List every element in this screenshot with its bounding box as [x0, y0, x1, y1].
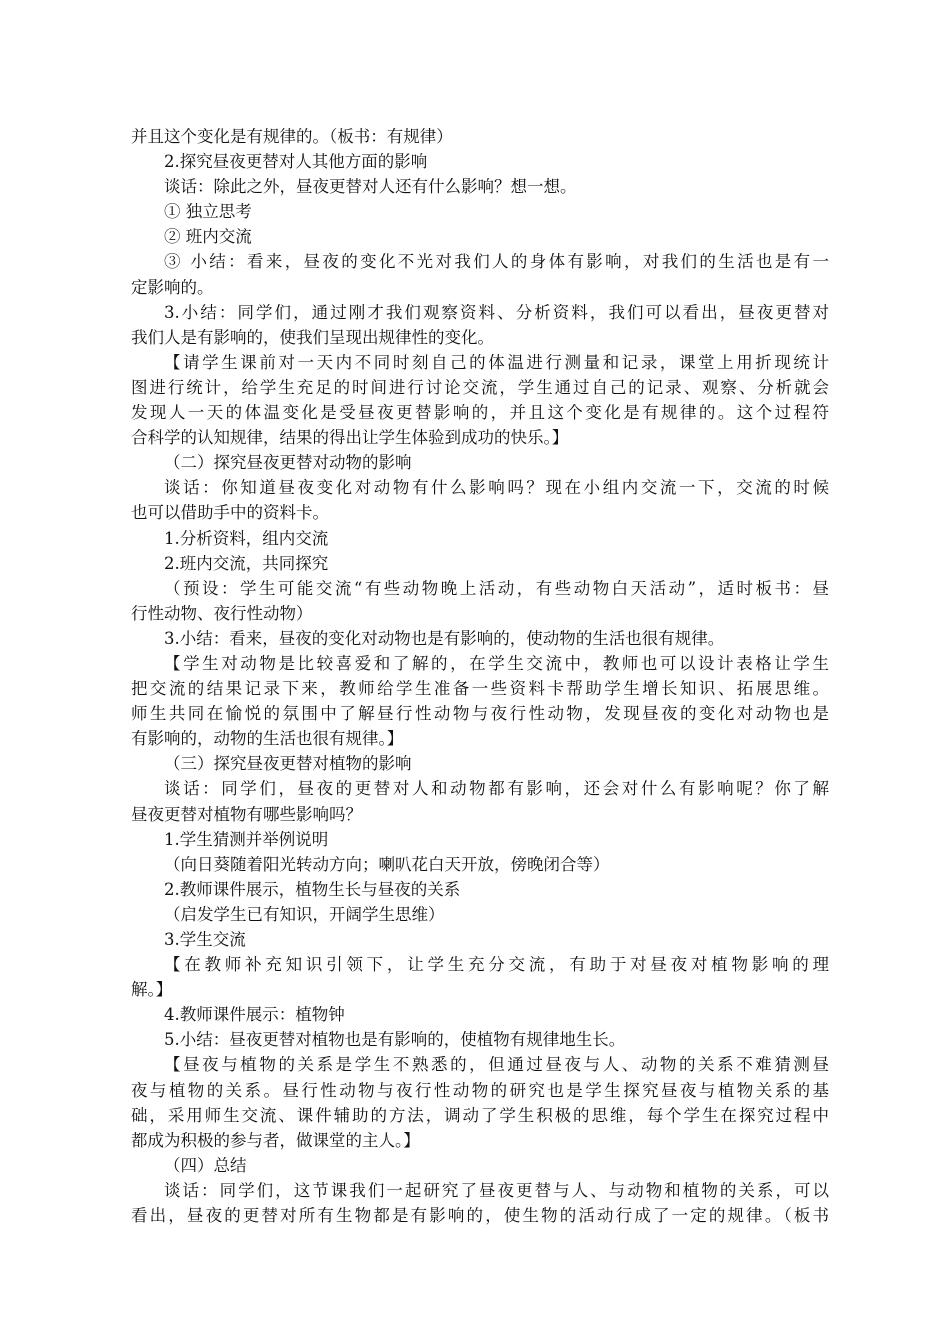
text-line-content: 2.教师课件展示，植物生长与昼夜的关系 [164, 879, 461, 899]
text-line [131, 300, 829, 325]
text-line-content: 夜与植物的关系。昼行性动物与夜行性动物的研究也是学生探究昼夜与植物关系的基 [131, 1080, 829, 1100]
text-line-content: 3.小结：同学们，通过刚才我们观察资料、分析资料，我们可以看出，昼夜更替对 [164, 302, 829, 322]
text-line-content: 【请学生课前对一天内不同时刻自己的体温进行测量和记录，课堂上用折现统计 [164, 352, 829, 372]
text-line-content: （预设：学生可能交流“有些动物晚上活动，有些动物白天活动”，适时板书：昼 [164, 578, 829, 598]
text-line-content: 发现人一天的体温变化是受昼夜更替影响的，并且这个变化是有规律的。这个过程符 [131, 403, 829, 423]
text-line-content: 1.学生猜测并举例说明 [164, 829, 329, 849]
text-line-content: （四）总结 [164, 1155, 247, 1175]
text-line-content: ① 独立思考 [164, 202, 252, 222]
text-line-content: 行性动物、夜行性动物） [131, 603, 313, 623]
text-line [131, 676, 829, 701]
text-line-content: 2.探究昼夜更替对人其他方面的影响 [164, 152, 428, 172]
text-line-content: 础，采用师生交流、课件辅助的方法，调动了学生积极的思维，每个学生在探究过程中 [131, 1105, 829, 1125]
text-line-content: 【学生对动物是比较喜爱和了解的，在学生交流中，教师也可以设计表格让学生 [164, 653, 829, 673]
text-line [131, 249, 829, 274]
text-line-content: 并且这个变化是有规律的。（板书：有规律） [131, 127, 453, 146]
text-line-content: 都成为积极的参与者，做课堂的主人。】 [131, 1130, 420, 1150]
text-line [131, 1052, 829, 1077]
text-line [131, 751, 829, 776]
text-line [131, 350, 829, 375]
text-line-content: 把交流的结果记录下来，教师给学生准备一些资料卡帮助学生增长知识、拓展思维。 [131, 679, 829, 699]
text-line [131, 902, 829, 927]
text-line [131, 1103, 829, 1128]
text-line-content: 师生共同在愉悦的氛围中了解昼行性动物与夜行性动物，发现昼夜的变化对动物也是 [131, 704, 829, 724]
text-line [131, 626, 829, 651]
text-line [131, 400, 829, 425]
text-line-content: 定影响的。 [131, 277, 214, 297]
text-line [131, 651, 829, 676]
text-line [131, 601, 829, 626]
text-line-content: 【在教师补充知识引领下，让学生充分交流，有助于对昼夜对植物影响的理 [164, 955, 829, 975]
text-line [131, 952, 829, 977]
text-line [131, 500, 829, 525]
text-line-content: 我们人是有影响的，使我们呈现出规律性的变化。 [131, 327, 494, 347]
text-line-content: 解。】 [131, 980, 173, 1000]
text-line [131, 576, 829, 601]
text-line [131, 224, 829, 249]
text-line-content: 也可以借助手中的资料卡。 [131, 503, 329, 523]
text-line-content: （二）探究昼夜更替对动物的影响 [164, 453, 412, 473]
text-line [131, 551, 829, 576]
text-line [131, 1027, 829, 1052]
text-line [131, 1178, 829, 1203]
text-line [131, 425, 829, 450]
text-line [131, 852, 829, 877]
text-line [131, 124, 829, 149]
text-line-content: 昼夜更替对植物有哪些影响吗？ [131, 804, 362, 824]
text-line [131, 450, 829, 475]
text-line [131, 375, 829, 400]
text-line [131, 1153, 829, 1178]
text-line-content: 3.学生交流 [164, 930, 246, 949]
text-line [131, 1128, 829, 1153]
text-line [131, 977, 829, 1002]
text-line [131, 526, 829, 551]
text-line [131, 1078, 829, 1103]
text-line [131, 174, 829, 199]
text-line-content: 谈话：你知道昼夜变化对动物有什么影响吗？现在小组内交流一下，交流的时候 [164, 478, 829, 498]
text-line [131, 199, 829, 224]
text-line [131, 802, 829, 827]
text-line-content: 3.小结：看来，昼夜的变化对动物也是有影响的，使动物的生活也很有规律。 [164, 628, 725, 648]
text-line [131, 927, 829, 952]
text-line-content: 谈话：同学们，昼夜的更替对人和动物都有影响，还会对什么有影响呢？你了解 [164, 779, 829, 799]
text-line [131, 1203, 829, 1228]
text-line-content: 4.教师课件展示：植物钟 [164, 1005, 345, 1025]
text-line [131, 325, 829, 350]
text-line-content: 【昼夜与植物的关系是学生不熟悉的，但通过昼夜与人、动物的关系不难猜测昼 [164, 1055, 829, 1075]
text-line-content: ② 班内交流 [164, 227, 252, 247]
text-line [131, 275, 829, 300]
text-line-content: 谈话：除此之外，昼夜更替对人还有什么影响？想一想。 [164, 177, 577, 197]
text-line-content: ③ 小结：看来，昼夜的变化不光对我们人的身体有影响，对我们的生活也是有一 [164, 252, 829, 272]
text-line [131, 1002, 829, 1027]
text-line-content: 图进行统计，给学生充足的时间进行讨论交流，学生通过自己的记录、观察、分析就会 [131, 377, 829, 397]
text-line [131, 701, 829, 726]
text-line-content: 5.小结：昼夜更替对植物也是有影响的，使植物有规律地生长。 [164, 1030, 626, 1050]
text-line [131, 877, 829, 902]
text-line-content: 有影响的，动物的生活也很有规律。】 [131, 729, 404, 749]
document-page [131, 124, 829, 1228]
text-line-content: （三）探究昼夜更替对植物的影响 [164, 754, 412, 774]
text-line-content: （启发学生已有知识，开阔学生思维） [164, 904, 445, 924]
text-line-content: （向日葵随着阳光转动方向；喇叭花白天开放，傍晚闭合等） [164, 854, 610, 874]
text-line-content: 看出，昼夜的更替对所有生物都是有影响的，使生物的活动行成了一定的规律。（板书 [131, 1206, 829, 1226]
text-line [131, 776, 829, 801]
text-line-content: 合科学的认知规律，结果的得出让学生体验到成功的快乐。】 [131, 428, 569, 448]
text-line [131, 475, 829, 500]
text-line [131, 827, 829, 852]
text-line-content: 2.班内交流，共同探究 [164, 553, 329, 573]
text-line [131, 726, 829, 751]
text-line-content: 1.分析资料，组内交流 [164, 528, 329, 548]
text-line [131, 149, 829, 174]
text-line-content: 谈话：同学们，这节课我们一起研究了昼夜更替与人、与动物和植物的关系，可以 [164, 1180, 829, 1200]
